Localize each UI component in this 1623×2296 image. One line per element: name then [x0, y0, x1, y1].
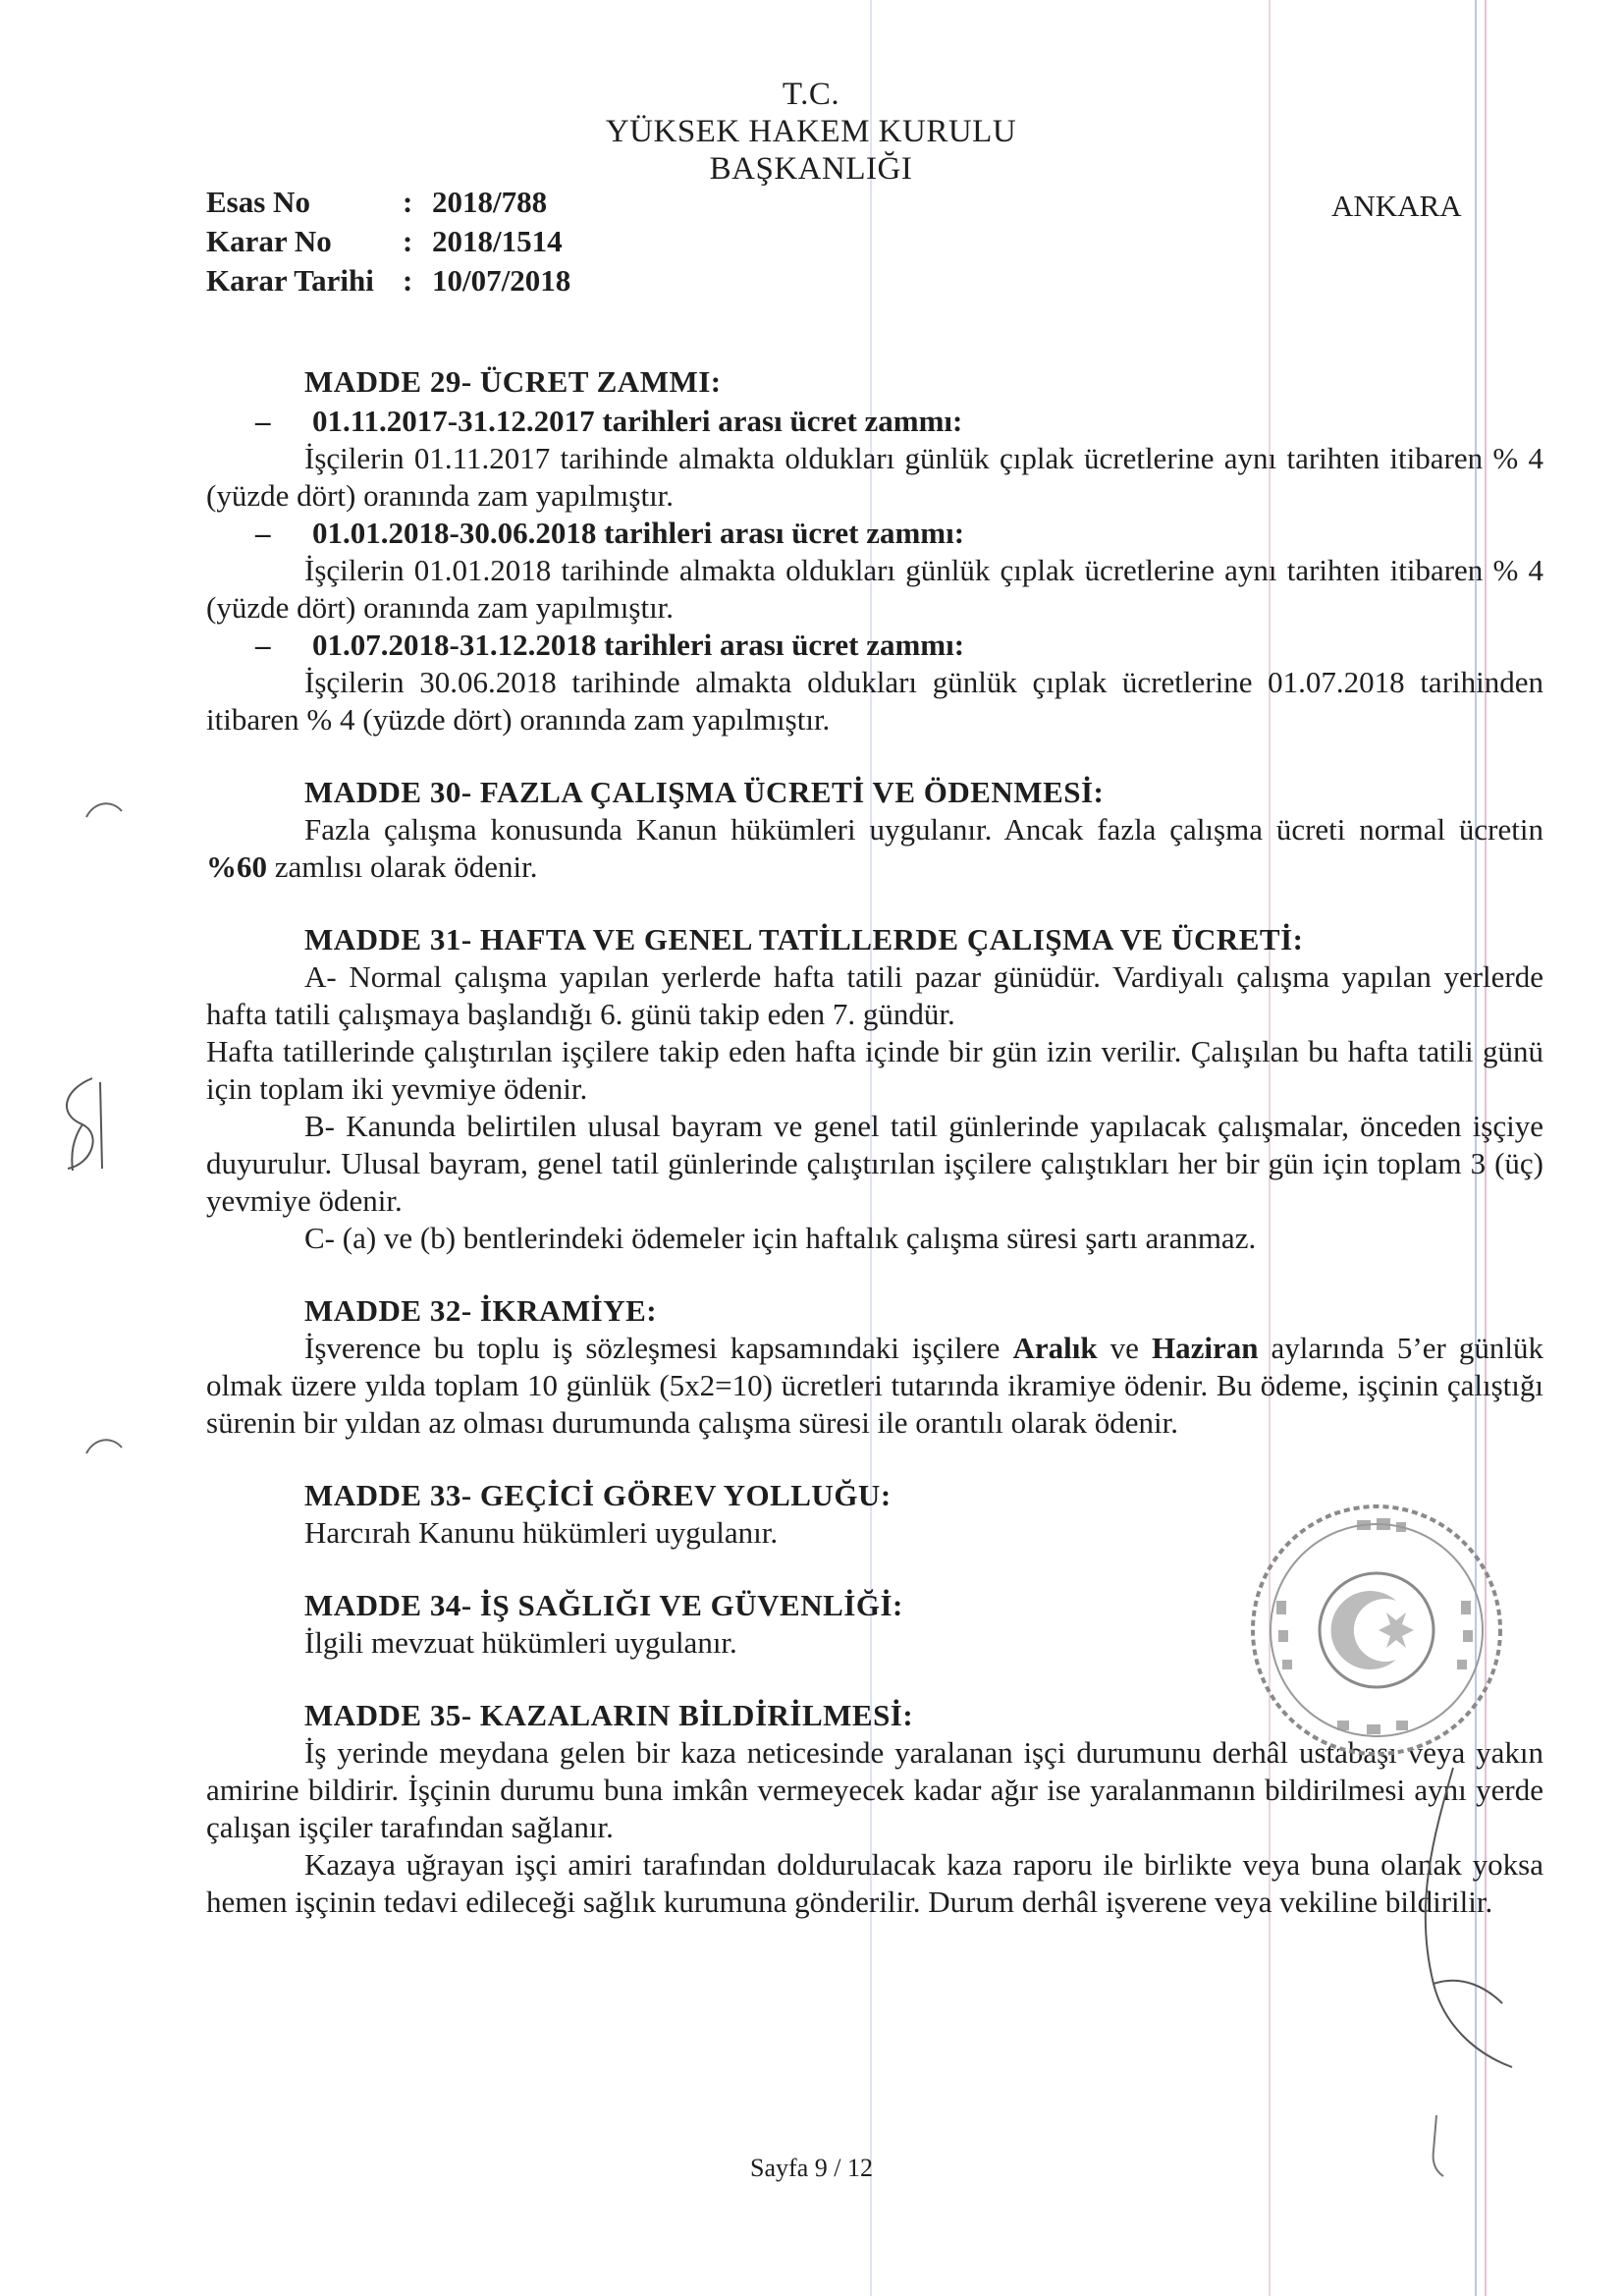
- separator: :: [403, 263, 413, 298]
- article-35-para-1: İş yerinde meydana gelen bir kaza neticesinde yaralanan işçi durumunu derhâl ustabaşı veya yakın amirine bildirir. İşçinin durumu buna imkân vermeyecek kadar ağır ise yaralanmanın bildirilmesi aynı yerde çalışan işçiler tarafından sağlanır.: [206, 1735, 1543, 1844]
- separator: :: [403, 224, 413, 258]
- article-31-heading: MADDE 31- HAFTA VE GENEL TATİLLERDE ÇALIŞMA VE ÜCRETİ:: [304, 922, 1304, 957]
- article-35-para-2: Kazaya uğrayan işçi amiri tarafından doldurulacak kaza raporu ile birlikte veya buna olanak yoksa hemen işçinin tedavi edileceği sağlık kurumuna gönderilir. Durum derhâl işverene veya vekiline bildirilir.: [206, 1847, 1543, 1919]
- header-department: BAŞKANLIĞI: [709, 151, 913, 187]
- karar-no-value: 2018/1514: [432, 224, 563, 258]
- header-institution: YÜKSEK HAKEM KURULU: [605, 114, 1017, 149]
- article-29-bullet-1-title: – 01.11.2017-31.12.2017 tarihleri arası ücret zammı:: [255, 404, 963, 438]
- article-31-para-weekly: Hafta tatillerinde çalıştırılan işçilere takip eden hafta içinde bir gün izin verilir. Çalışılan bu hafta tatili günü için toplam iki yevmiye ödenir.: [206, 1034, 1543, 1106]
- page-number: Sayfa 9 / 12: [750, 2154, 873, 2182]
- karar-no-label: Karar No: [206, 224, 332, 258]
- article-29-bullet-3-text: İşçilerin 30.06.2018 tarihinde almakta oldukları günlük çıplak ücretlerine 01.07.2018 tarihinden itibaren % 4 (yüzde dört) oranında zam yapılmıştır.: [206, 665, 1543, 737]
- article-33-text: Harcırah Kanunu hükümleri uygulanır.: [304, 1515, 779, 1550]
- article-29-bullet-1-text: İşçilerin 01.11.2017 tarihinde almakta oldukları günlük çıplak ücretlerine aynı tarihten itibaren % 4 (yüzde dört) oranında zam yapılmıştır.: [206, 441, 1543, 513]
- article-34-heading: MADDE 34- İŞ SAĞLIĞI VE GÜVENLİĞİ:: [304, 1588, 903, 1622]
- margin-punch-mark: [84, 797, 124, 821]
- esas-no-label: Esas No: [206, 185, 310, 219]
- article-31-para-c: C- (a) ve (b) bentlerindeki ödemeler için haftalık çalışma süresi şartı aranmaz.: [304, 1221, 1257, 1255]
- handwritten-signature: [1394, 1758, 1532, 2082]
- article-29-bullet-2-title: – 01.01.2018-30.06.2018 tarihleri arası ücret zammı:: [255, 516, 965, 550]
- article-32-text: İşverence bu toplu iş sözleşmesi kapsamındaki işçilere Aralık ve Haziran aylarında 5’er günlük olmak üzere yılda toplam 10 günlük (5x2=10) ücretleri tutarında ikramiye ödenir. Bu ödeme, işçinin çalıştığı sürenin bir yıldan az olması durumunda çalışma süresi ile orantılı olarak ödenir.: [206, 1331, 1543, 1440]
- article-30-heading: MADDE 30- FAZLA ÇALIŞMA ÜCRETİ VE ÖDENMESİ:: [304, 775, 1105, 809]
- karar-tarihi-value: 10/07/2018: [432, 263, 571, 298]
- separator: :: [403, 185, 413, 219]
- header-city: ANKARA: [1331, 189, 1462, 223]
- official-seal-stamp: [1239, 1493, 1514, 1768]
- karar-no-row: [206, 224, 563, 259]
- article-33-heading: MADDE 33- GEÇİCİ GÖREV YOLLUĞU:: [304, 1478, 892, 1512]
- karar-tarihi-row: [206, 263, 570, 299]
- article-34-text: İlgili mevzuat hükümleri uygulanır.: [304, 1625, 737, 1660]
- article-30-text: Fazla çalışma konusunda Kanun hükümleri uygulanır. Ancak fazla çalışma ücreti normal ücretin %60 zamlısı olarak ödenir.: [206, 812, 1543, 884]
- esas-no-value: 2018/788: [432, 185, 548, 219]
- article-31-para-a: A- Normal çalışma yapılan yerlerde hafta tatili pazar günüdür. Vardiyalı çalışma yapılan yerlerde hafta tatili çalışmaya başlandığı 6. günü takip eden 7. gündür.: [206, 959, 1543, 1031]
- article-31-para-b: B- Kanunda belirtilen ulusal bayram ve genel tatil günlerinde yapılacak çalışmalar, önceden işçiye duyurulur. Ulusal bayram, genel tatil günlerinde çalıştırılan işçilere çalıştıkları her bir gün için toplam 3 (üç) yevmiye ödenir.: [206, 1109, 1543, 1218]
- article-32-heading: MADDE 32- İKRAMİYE:: [304, 1293, 658, 1328]
- karar-tarihi-label: Karar Tarihi: [206, 263, 374, 298]
- article-29-heading: MADDE 29- ÜCRET ZAMMI:: [304, 364, 722, 399]
- article-35-heading: MADDE 35- KAZALARIN BİLDİRİLMESİ:: [304, 1698, 914, 1732]
- header-tc: T.C.: [782, 77, 840, 112]
- margin-punch-mark: [84, 1434, 124, 1457]
- article-29-bullet-3-title: – 01.07.2018-31.12.2018 tarihleri arası ücret zammı:: [255, 628, 965, 662]
- article-29-bullet-2-text: İşçilerin 01.01.2018 tarihinde almakta oldukları günlük çıplak ücretlerine aynı tarihten itibaren % 4 (yüzde dört) oranında zam yapılmıştır.: [206, 553, 1543, 625]
- margin-handwritten-mark: [43, 1070, 122, 1178]
- esas-no-row: [206, 185, 547, 220]
